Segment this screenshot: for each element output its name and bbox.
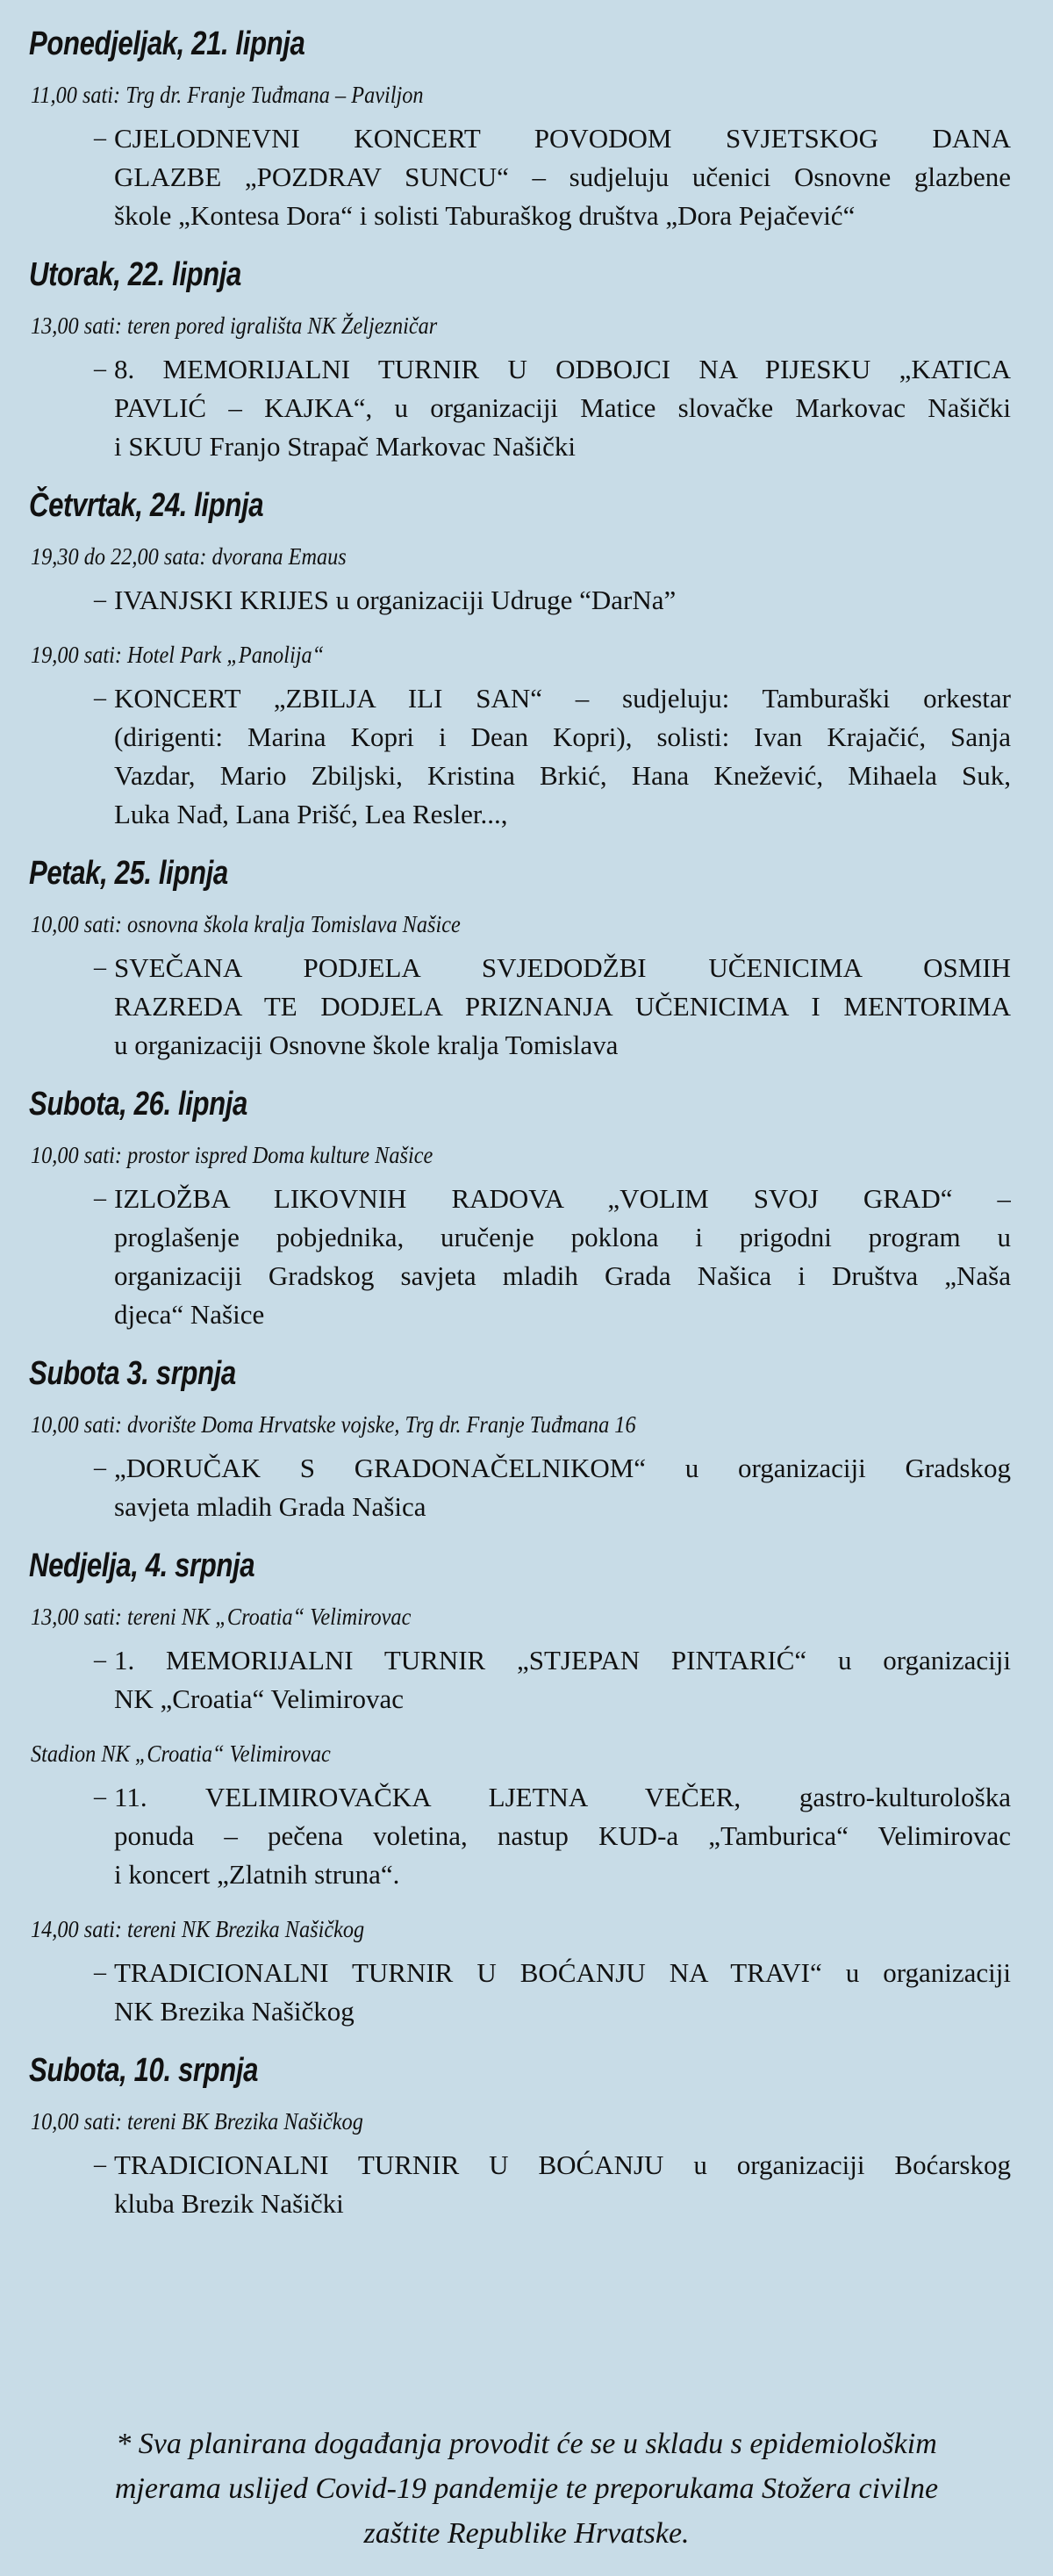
- event-description: [94, 1449, 1011, 1526]
- event-description: [94, 119, 1011, 235]
- dash-bullet-icon: –: [94, 1959, 106, 1986]
- event-line: i koncert „Zlatnih struna“.: [114, 1859, 400, 1890]
- event-line: djeca“ Našice: [114, 1299, 265, 1330]
- event-line: RAZREDA TE DODJELA PRIZNANJA UČENICIMA I MENTORIMA: [114, 991, 1011, 1022]
- event-description: [94, 350, 1011, 466]
- event-slot: [0, 77, 1053, 235]
- footer-line: mjerama uslijed Covid-19 pandemije te preporukama Stožera civilne: [114, 2472, 939, 2505]
- dash-bullet-icon: –: [94, 355, 106, 383]
- dash-bullet-icon: –: [94, 1454, 106, 1482]
- footer-note: [0, 2422, 1053, 2556]
- event-description: [94, 1954, 1011, 2031]
- event-line: savjeta mladih Grada Našica: [114, 1491, 426, 1522]
- footer-line: * Sva planirana događanja provodit će se u skladu s epidemiološkim: [116, 2428, 937, 2460]
- event-description: [94, 679, 1011, 834]
- day-heading: Subota 3. srpnja: [29, 1355, 236, 1392]
- event-slot: [0, 907, 1053, 1065]
- event-line: IZLOŽBA LIKOVNIH RADOVA „VOLIM SVOJ GRAD“ –: [114, 1183, 1011, 1214]
- event-line: PAVLIĆ – KAJKA“, u organizaciji Matice slovačke Markovac Našički: [114, 392, 1011, 423]
- day-section: [0, 22, 1053, 235]
- day-section: [0, 1082, 1053, 1334]
- event-line: kluba Brezik Našički: [114, 2188, 344, 2219]
- event-time-location: 10,00 sati: osnovna škola kralja Tomislava Našice: [31, 911, 461, 937]
- dash-bullet-icon: –: [94, 1185, 106, 1212]
- event-line: i SKUU Franjo Strapač Markovac Našički: [114, 431, 577, 462]
- dash-bullet-icon: –: [94, 685, 106, 712]
- event-line: „DORUČAK S GRADONAČELNIKOM“ u organizaciji Gradskog: [114, 1453, 1011, 1483]
- event-time-location: 14,00 sati: tereni NK Brezika Našičkog: [31, 1916, 365, 1942]
- day-heading: Nedjelja, 4. srpnja: [29, 1547, 255, 1584]
- event-line: u organizaciji Osnovne škole kralja Tomislava: [114, 1030, 619, 1060]
- event-slot: [0, 637, 1053, 834]
- event-line: organizaciji Gradskog savjeta mladih Grada Našica i Društva „Naša: [114, 1260, 1011, 1291]
- day-heading: Subota, 10. srpnja: [29, 2052, 259, 2089]
- event-slot: [0, 2104, 1053, 2223]
- event-line: KONCERT „ZBILJA ILI SAN“ – sudjeluju: Tamburaški orkestar: [114, 683, 1011, 714]
- day-section: [0, 2049, 1053, 2223]
- event-slot: [0, 1736, 1053, 1894]
- event-slot: [0, 1407, 1053, 1526]
- event-schedule: [0, 22, 1053, 2241]
- event-slot: [0, 1137, 1053, 1334]
- event-line: SVEČANA PODJELA SVJEDODŽBI UČENICIMA OSMIH: [114, 952, 1011, 983]
- event-time-location: 11,00 sati: Trg dr. Franje Tuđmana – Paviljon: [31, 82, 424, 108]
- event-slot: [0, 1912, 1053, 2031]
- dash-bullet-icon: –: [94, 2151, 106, 2178]
- event-description: [94, 1180, 1011, 1334]
- event-line: 1. MEMORIJALNI TURNIR „STJEPAN PINTARIĆ“ u organizaciji: [114, 1645, 1011, 1675]
- event-time-location: 13,00 sati: tereni NK „Croatia“ Velimirovac: [31, 1604, 412, 1630]
- dash-bullet-icon: –: [94, 586, 106, 614]
- event-description: [94, 949, 1011, 1065]
- event-slot: [0, 1599, 1053, 1719]
- event-slot: [0, 308, 1053, 466]
- day-heading: Utorak, 22. lipnja: [29, 256, 241, 293]
- event-line: GLAZBE „POZDRAV SUNCU“ – sudjeluju učenici Osnovne glazbene: [114, 161, 1011, 192]
- event-time-location: 10,00 sati: prostor ispred Doma kulture Našice: [31, 1142, 433, 1168]
- event-description: [94, 581, 1011, 620]
- day-section: [0, 484, 1053, 834]
- event-description: [94, 1778, 1011, 1894]
- dash-bullet-icon: –: [94, 125, 106, 152]
- event-line: CJELODNEVNI KONCERT POVODOM SVJETSKOG DANA: [114, 123, 1011, 154]
- event-line: ponuda – pečena voletina, nastup KUD-a „Tamburica“ Velimirovac: [114, 1820, 1011, 1851]
- event-line: 11. VELIMIROVAČKA LJETNA VEČER, gastro-kulturološka: [114, 1782, 1011, 1812]
- day-heading: Četvrtak, 24. lipnja: [29, 487, 264, 524]
- event-line: škole „Kontesa Dora“ i solisti Taburaškog društva „Dora Pejačević“: [114, 200, 856, 231]
- event-line: proglašenje pobjednika, uručenje poklona i prigodni program u: [114, 1222, 1011, 1252]
- event-description: [94, 1641, 1011, 1719]
- event-time-location: 10,00 sati: tereni BK Brezika Našičkog: [31, 2108, 363, 2135]
- event-line: NK „Croatia“ Velimirovac: [114, 1683, 404, 1714]
- day-heading: Ponedjeljak, 21. lipnja: [29, 25, 305, 62]
- day-heading: Subota, 26. lipnja: [29, 1086, 247, 1123]
- event-line: IVANJSKI KRIJES u organizaciji Udruge “DarNa”: [114, 585, 677, 615]
- event-line: Vazdar, Mario Zbiljski, Kristina Brkić, Hana Knežević, Mihaela Suk,: [114, 760, 1011, 791]
- event-description: [94, 2146, 1011, 2223]
- event-time-location: 19,30 do 22,00 sata: dvorana Emaus: [31, 543, 347, 570]
- event-time-location: Stadion NK „Croatia“ Velimirovac: [31, 1740, 331, 1767]
- event-line: TRADICIONALNI TURNIR U BOĆANJU u organizaciji Boćarskog: [114, 2149, 1011, 2180]
- day-section: [0, 1544, 1053, 2031]
- event-time-location: 19,00 sati: Hotel Park „Panolija“: [31, 642, 325, 668]
- footer-line: zaštite Republike Hrvatske.: [363, 2517, 690, 2550]
- day-section: [0, 253, 1053, 466]
- event-line: 8. MEMORIJALNI TURNIR U ODBOJCI NA PIJESKU „KATICA: [114, 354, 1011, 384]
- event-line: (dirigenti: Marina Kopri i Dean Kopri), solisti: Ivan Krajačić, Sanja: [114, 721, 1011, 752]
- dash-bullet-icon: –: [94, 954, 106, 981]
- event-line: NK Brezika Našičkog: [114, 1996, 355, 2027]
- event-line: TRADICIONALNI TURNIR U BOĆANJU NA TRAVI“ u organizaciji: [114, 1957, 1011, 1988]
- day-section: [0, 851, 1053, 1065]
- event-time-location: 13,00 sati: teren pored igrališta NK Željezničar: [31, 312, 438, 339]
- event-time-location: 10,00 sati: dvorište Doma Hrvatske vojske, Trg dr. Franje Tuđmana 16: [31, 1411, 636, 1438]
- event-line: Luka Nađ, Lana Prišć, Lea Resler...,: [114, 799, 508, 829]
- day-heading: Petak, 25. lipnja: [29, 855, 228, 892]
- event-slot: [0, 539, 1053, 620]
- dash-bullet-icon: –: [94, 1647, 106, 1674]
- dash-bullet-icon: –: [94, 1783, 106, 1811]
- day-section: [0, 1352, 1053, 1526]
